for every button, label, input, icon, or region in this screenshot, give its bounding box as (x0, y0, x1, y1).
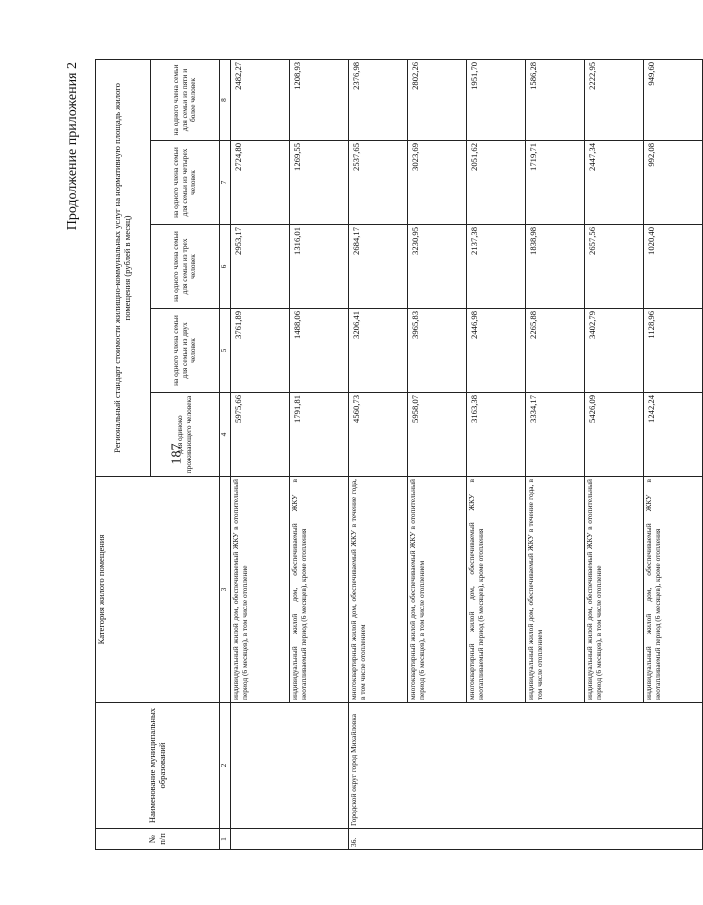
value-cell: 5426,09 (585, 393, 644, 477)
entity-no: 36. (349, 829, 703, 850)
column-number-row (220, 59, 231, 849)
header-row (96, 59, 151, 849)
value-cell: 5975,66 (231, 393, 290, 477)
value-cell: 2724,80 (231, 141, 290, 225)
column-number: 7 (220, 141, 231, 225)
page-number: 187 (169, 443, 185, 465)
table-body (231, 59, 703, 849)
category-cell: многоквартирный жилой дом, обеспечиваемый ЖКУ в течение года, в том числе отоплением (349, 477, 408, 703)
value-cell: 3230,95 (408, 225, 467, 309)
table-row (290, 59, 349, 849)
value-cell: 2222,95 (585, 59, 644, 140)
value-cell: 3761,89 (231, 309, 290, 393)
column-number: 2 (220, 703, 231, 829)
entity-name: Городской округ город Михайловка (349, 703, 703, 829)
housing-cost-standard-table (95, 59, 703, 850)
subheader-family-four: на одного члена семьи для семьи из четырех человек (151, 141, 220, 225)
category-cell: индивидуальный жилой дом, обеспечиваемый ЖКУ в течение года, в том числе отоплением (526, 477, 585, 703)
subheader-family-three: на одного члена семьи для семьи из трех человек (151, 225, 220, 309)
table-row (231, 59, 290, 849)
value-cell: 2137,38 (467, 225, 526, 309)
entity-name-cell (231, 703, 290, 829)
value-cell: 1020,40 (644, 225, 703, 309)
value-cell: 2537,65 (349, 141, 408, 225)
value-cell: 1951,70 (467, 59, 526, 140)
entity-no-cell (290, 829, 349, 850)
category-cell: многоквартирный жилой дом, обеспечиваемый ЖКУ в отопительный период (6 месяцев), в том числе отоплением (408, 477, 467, 703)
value-cell: 2051,62 (467, 141, 526, 225)
value-cell: 2265,88 (526, 309, 585, 393)
category-cell: индивидуальный жилой дом, обеспечиваемый ЖКУ в отопительный период (6 месяцев), в том числе отопление (231, 477, 290, 703)
value-cell: 1586,28 (526, 59, 585, 140)
header-no: № п/п (96, 829, 220, 850)
value-cell: 1791,81 (290, 393, 349, 477)
value-cell: 1488,06 (290, 309, 349, 393)
value-cell: 1838,98 (526, 225, 585, 309)
value-cell: 3023,69 (408, 141, 467, 225)
value-cell: 3965,83 (408, 309, 467, 393)
value-cell: 3334,17 (526, 393, 585, 477)
column-number: 6 (220, 225, 231, 309)
value-cell: 992,08 (644, 141, 703, 225)
subheader-family-two: на одного члена семьи для семьи из двух человек (151, 309, 220, 393)
rotated-page-content (65, 60, 662, 850)
column-number: 3 (220, 477, 231, 703)
entity-name-cell (290, 703, 349, 829)
category-cell: многоквартирный жилой дом, обеспечиваемый ЖКУ в неотапливаемый период (6 месяцев), кроме отопления (467, 477, 526, 703)
column-number: 1 (220, 829, 231, 850)
value-cell: 2953,17 (231, 225, 290, 309)
value-cell: 1242,24 (644, 393, 703, 477)
value-cell: 2376,98 (349, 59, 408, 140)
value-cell: 2684,17 (349, 225, 408, 309)
value-cell: 3206,41 (349, 309, 408, 393)
value-cell: 5958,07 (408, 393, 467, 477)
value-cell: 3402,79 (585, 309, 644, 393)
value-cell: 1719,71 (526, 141, 585, 225)
category-cell: индивидуальный жилой дом, обеспечиваемый ЖКУ в неотапливаемый период (6 месяцев), кроме отопления (644, 477, 703, 703)
column-number: 5 (220, 309, 231, 393)
table-row (349, 59, 408, 849)
value-cell: 3163,38 (467, 393, 526, 477)
appendix-caption: Продолжение приложения 2 (65, 62, 80, 231)
header-municipality: Наименование муниципальных образований (96, 703, 220, 829)
value-cell: 2482,27 (231, 59, 290, 140)
category-cell: индивидуальный жилой дом, обеспечиваемый ЖКУ в неотапливаемый период (6 месяцев), кроме отопления (290, 477, 349, 703)
subheader-family-five: на одного члена семьи для семьи из пяти и более человек (151, 59, 220, 140)
value-cell: 1269,55 (290, 141, 349, 225)
header-category: Категория жилого помещения (96, 477, 220, 703)
value-cell: 2657,56 (585, 225, 644, 309)
value-cell: 1128,96 (644, 309, 703, 393)
column-number: 8 (220, 59, 231, 140)
value-cell: 4560,73 (349, 393, 408, 477)
header-standard: Региональный стандарт стоимости жилищно-коммунальных услуг на нормативную площадь жилого помещения (рублей в месяц) (96, 59, 151, 476)
subheader-single: для одиноко проживающего человека (151, 393, 220, 477)
entity-no-cell (231, 829, 290, 850)
value-cell: 2446,98 (467, 309, 526, 393)
value-cell: 2802,26 (408, 59, 467, 140)
value-cell: 2447,34 (585, 141, 644, 225)
value-cell: 949,60 (644, 59, 703, 140)
column-number: 4 (220, 393, 231, 477)
value-cell: 1316,01 (290, 225, 349, 309)
value-cell: 1208,93 (290, 59, 349, 140)
category-cell: индивидуальный жилой дом, обеспечиваемый ЖКУ в отопительный период (6 месяцев), в том числе отопление (585, 477, 644, 703)
